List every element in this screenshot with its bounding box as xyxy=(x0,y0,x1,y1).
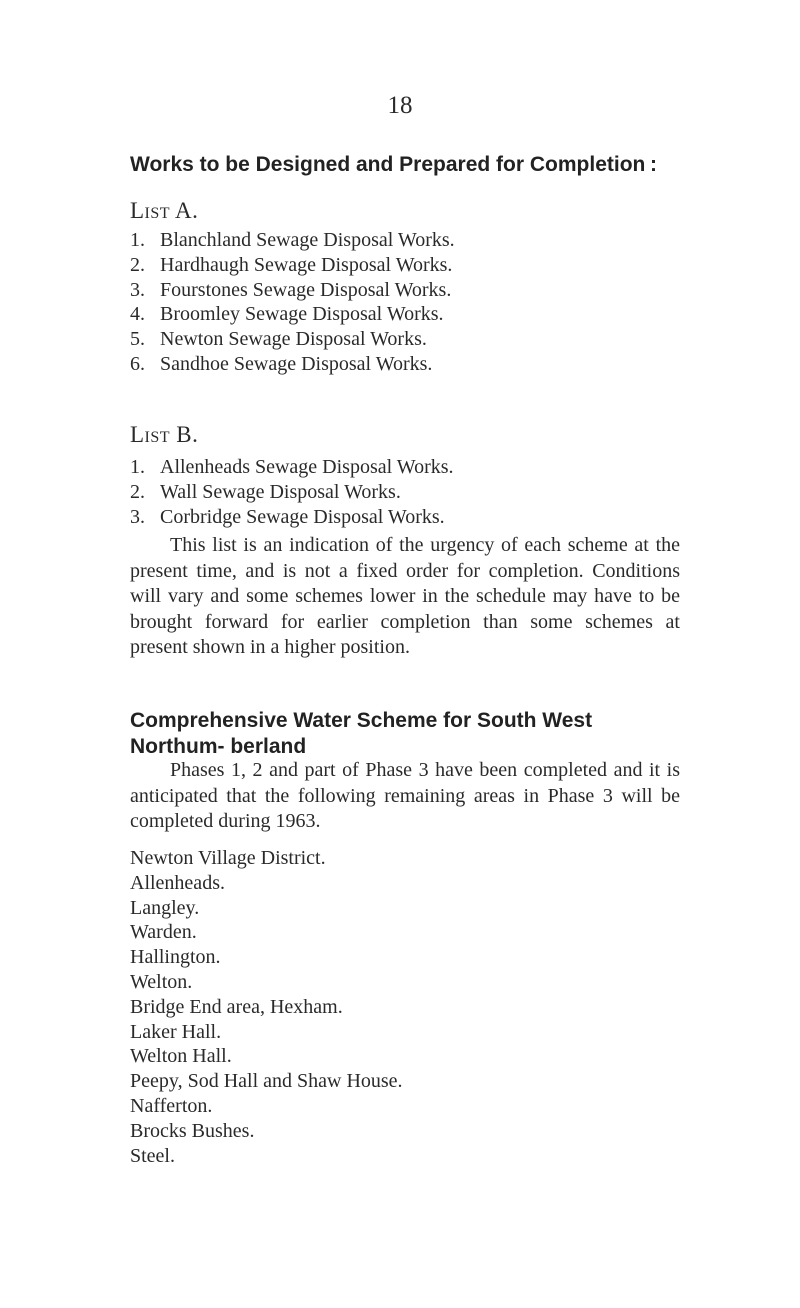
area-list xyxy=(130,846,403,1168)
list-item xyxy=(130,302,455,327)
list-item xyxy=(130,278,455,303)
list-item: Nafferton. xyxy=(130,1094,213,1117)
list-item xyxy=(130,327,455,352)
list-item: Peepy, Sod Hall and Shaw House. xyxy=(130,1070,403,1093)
list-item-text: Allenheads Sewage Disposal Works. xyxy=(160,456,454,478)
works-heading-colon: : xyxy=(650,153,657,176)
list-item-number: 2. xyxy=(130,480,145,503)
list-item-number: 4. xyxy=(130,303,145,326)
list-item xyxy=(130,505,454,530)
list-item-number: 5. xyxy=(130,328,145,351)
list-item: Langley. xyxy=(130,896,200,919)
list-item xyxy=(130,228,455,253)
list-item-text: Newton Sewage Disposal Works. xyxy=(160,328,427,351)
list-item-number: 3. xyxy=(130,278,145,301)
list-item-text: Broomley Sewage Disposal Works. xyxy=(160,303,444,326)
list-item-text: Fourstones Sewage Disposal Works. xyxy=(160,278,452,301)
list-item-text: Corbridge Sewage Disposal Works. xyxy=(160,505,445,528)
list-item: Welton. xyxy=(130,970,193,993)
list-item-text: Wall Sewage Disposal Works. xyxy=(160,480,401,503)
list-item: Brocks Bushes. xyxy=(130,1119,255,1142)
list-a-title: List A. xyxy=(130,198,199,223)
list-item: Newton Village District. xyxy=(130,847,326,869)
list-item: Welton Hall. xyxy=(130,1045,232,1068)
list-item: Hallington. xyxy=(130,946,221,969)
page-number: 18 xyxy=(387,92,413,119)
list-item xyxy=(130,253,455,278)
list-item: Warden. xyxy=(130,921,197,944)
list-b-title: List B. xyxy=(130,422,199,447)
list-item-number: 3. xyxy=(130,505,145,528)
list-item xyxy=(130,352,455,377)
list-item xyxy=(130,455,454,480)
list-item: Laker Hall. xyxy=(130,1020,222,1043)
phases-paragraph: Phases 1, 2 and part of Phase 3 have been completed and it is anticipated that the following remaining areas in Phase 3 will be completed during 1963. xyxy=(130,759,680,832)
list-item xyxy=(130,480,454,505)
list-b xyxy=(130,455,454,529)
list-a xyxy=(130,228,455,377)
list-item: Bridge End area, Hexham. xyxy=(130,995,343,1018)
list-item-number: 2. xyxy=(130,253,145,276)
list-item-text: Sandhoe Sewage Disposal Works. xyxy=(160,352,433,375)
list-item-number: 6. xyxy=(130,352,145,375)
list-item: Steel. xyxy=(130,1144,175,1167)
water-scheme-heading: Comprehensive Water Scheme for South West Northum- berland xyxy=(130,709,593,758)
urgency-paragraph: This list is an indication of the urgency of each scheme at the present time, and is not a fixed order for completion. Conditions will vary and some schemes lower in the schedule may have to be brought forward for earlier completion than some schemes at present shown in a higher position. xyxy=(130,534,680,658)
list-item-text: Hardhaugh Sewage Disposal Works. xyxy=(160,253,453,276)
list-item-text: Blanchland Sewage Disposal Works. xyxy=(160,229,455,251)
works-heading xyxy=(130,152,690,178)
list-item-number: 1. xyxy=(130,456,145,478)
list-item: Allenheads. xyxy=(130,871,225,894)
list-item-number: 1. xyxy=(130,229,145,251)
works-heading-text: Works to be Designed and Prepared for Completion xyxy=(130,153,646,176)
